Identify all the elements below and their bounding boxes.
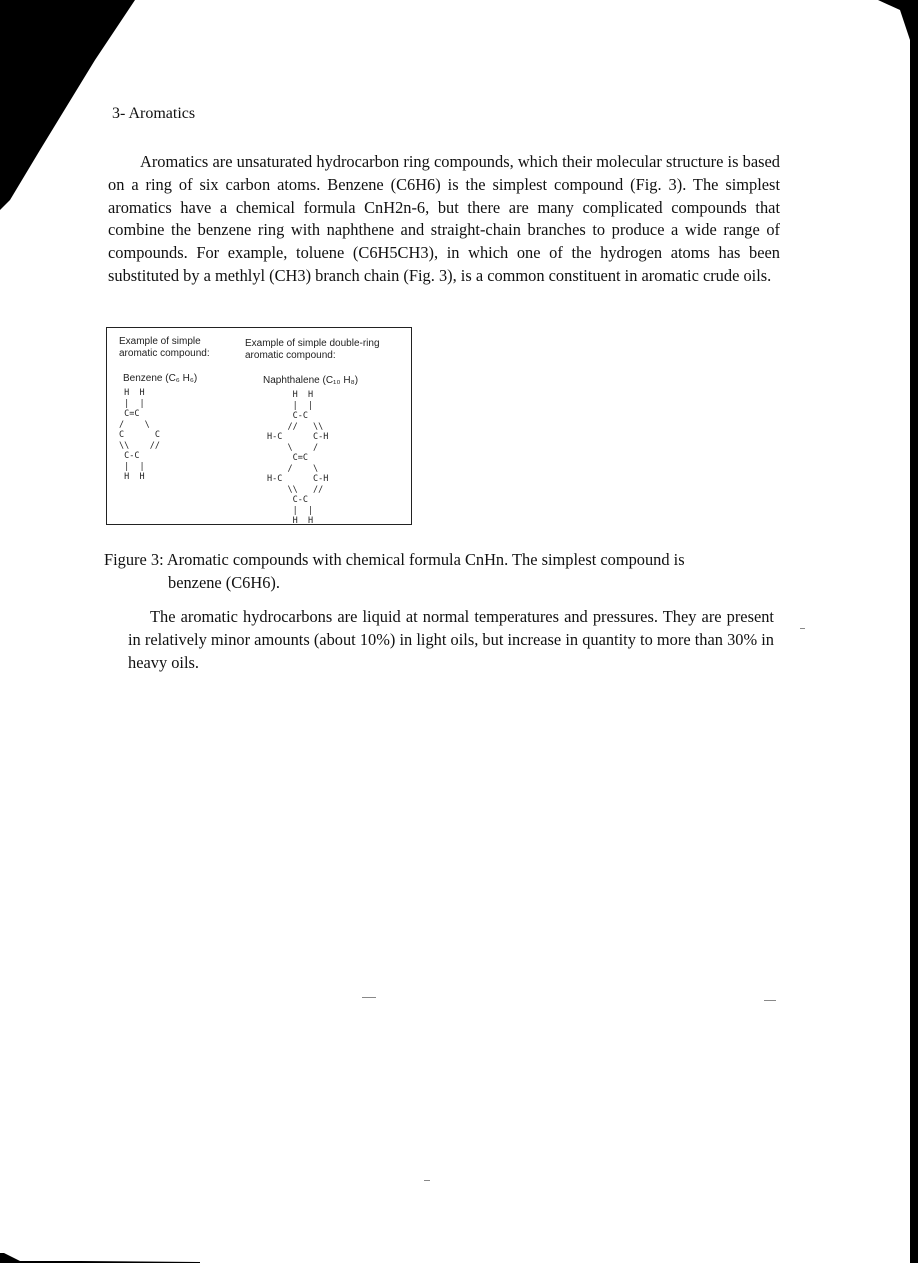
figure-col1-title: Example of simple aromatic compound:	[119, 336, 210, 359]
figure-3-box	[106, 327, 412, 525]
figure-col2-title: Example of simple double-ring aromatic compound:	[245, 338, 380, 361]
caption-line-1: Figure 3: Aromatic compounds with chemical formula CnHn. The simplest compound is	[104, 550, 685, 569]
scan-speck	[424, 1180, 430, 1181]
figure-caption	[104, 549, 776, 594]
caption-line-2: benzene (C6H6).	[168, 572, 280, 592]
scan-shadow-bottom-left	[0, 1253, 200, 1263]
scan-speck	[362, 997, 376, 998]
paragraph-liquids: The aromatic hydrocarbons are liquid at normal temperatures and pressures. They are present in relatively minor amounts (about 10%) in light oils, but increase in quantity to more than 30% in heavy oils.	[128, 607, 774, 672]
paragraph-intro: Aromatics are unsaturated hydrocarbon ring compounds, which their molecular structure is based on a ring of six carbon atoms. Benzene (C6H6) is the simplest compound (Fig. 3). The simplest aromatics have a chemical formula CnH2n-6, but there are many complicated compounds that combine the benzene ring with naphthene and straight-chain branches to produce a wide range of compounds. For example, toluene (C6H5CH3), in which one of the hydrogen atoms has been substituted by a methlyl (CH3) branch chain (Fig. 3), is a common constituent in aromatic crude oils.	[108, 152, 780, 285]
section-heading: 3- Aromatics	[112, 105, 196, 122]
benzene-label: Benzene (C₆ H₆)	[123, 373, 198, 384]
benzene-structure: H H | | C=C / \ C C \\ // C-C | | H H	[119, 388, 160, 482]
scan-speck	[764, 1000, 776, 1001]
naphthalene-label: Naphthalene (C₁₀ H₈)	[263, 375, 359, 386]
scan-shadow-right	[878, 0, 918, 1263]
naphthalene-structure: H H | | C-C // \\ H-C C-H \ / C=C / \ H-C C-H \\ // C-C | | H H	[267, 390, 329, 526]
scan-speck	[800, 628, 805, 629]
